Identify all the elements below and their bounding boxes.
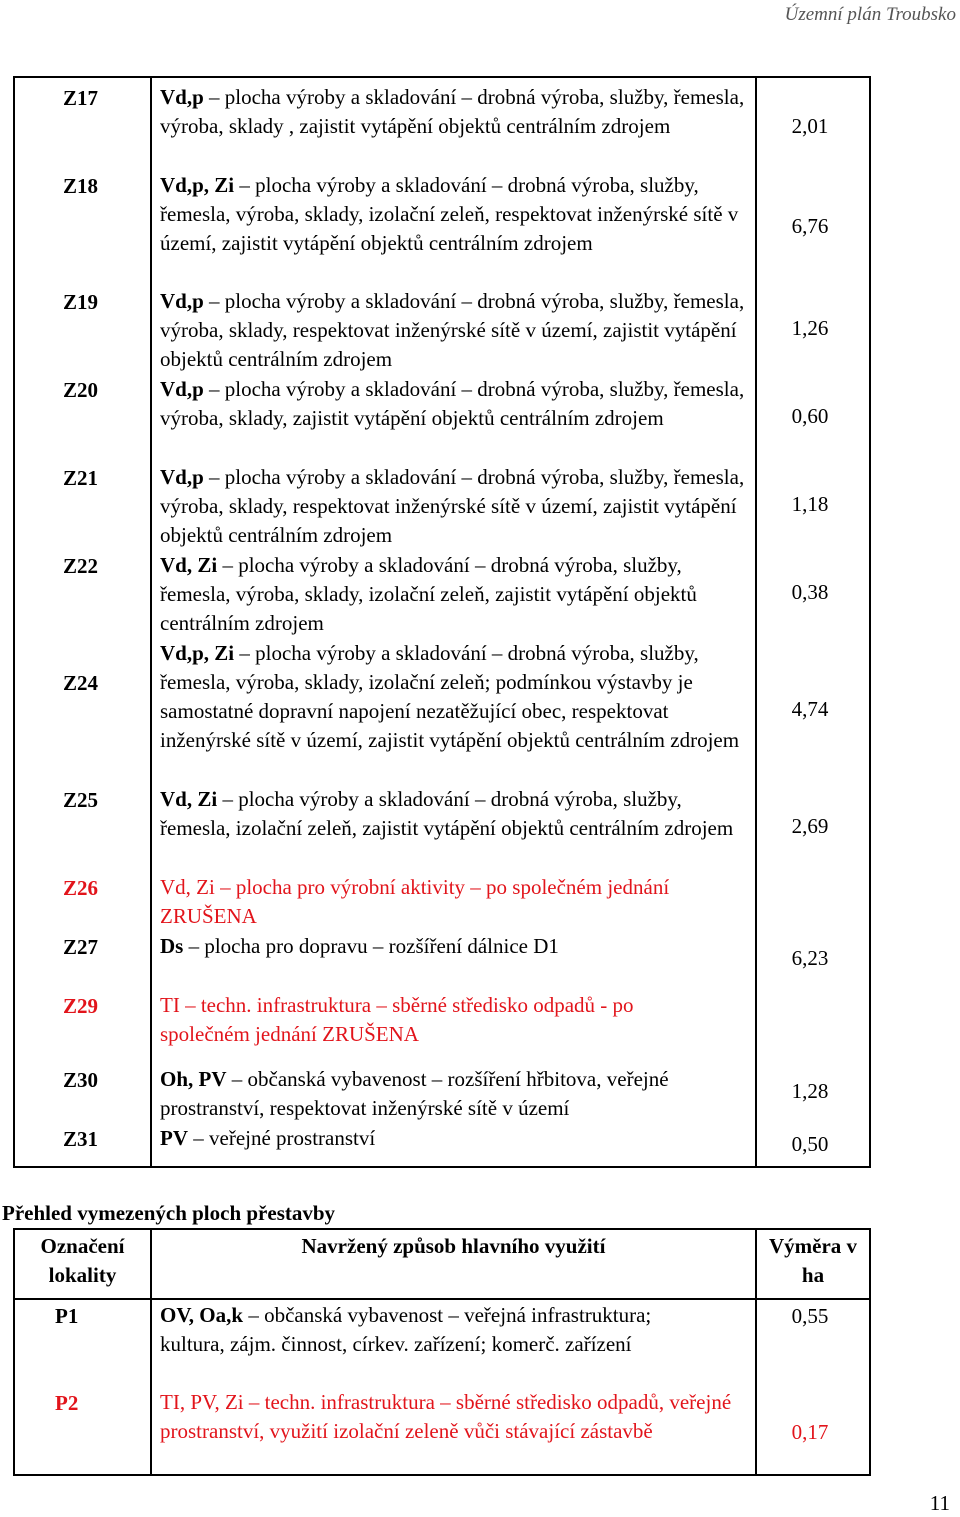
lokalita-code: Z21 <box>63 466 99 490</box>
lokalita-area: 6,76 <box>791 214 829 238</box>
lokalita-description <box>160 1388 750 1446</box>
lokalita-description <box>160 1301 720 1359</box>
lokalita-code: Z30 <box>63 1068 99 1092</box>
lokalita-code: Z27 <box>63 935 99 959</box>
column-divider <box>755 78 757 1166</box>
lokalita-area: 1,18 <box>791 492 829 516</box>
lokalita-description <box>160 873 750 931</box>
lokalita-lead: Vd, Zi <box>160 553 218 577</box>
lokalita-code: Z29 <box>63 994 99 1018</box>
lokalita-code: Z26 <box>63 876 99 900</box>
document-header: Územní plán Troubsko <box>784 4 956 25</box>
lokalita-code: Z20 <box>63 378 99 402</box>
lokalita-lead: OV, Oa,k <box>160 1303 244 1327</box>
lokalita-lead: PV <box>160 1126 188 1150</box>
lokalita-area: 2,01 <box>791 114 829 138</box>
lokalita-description <box>160 1065 750 1123</box>
lokalita-text: – plocha výroby a skladování – drobná výroba, služby, řemesla, výroba, sklady, zajistit vytápění objektů centrálním zdrojem <box>160 377 745 430</box>
lokalita-text: – plocha pro výrobní aktivity – po společném jednání ZRUŠENA <box>160 875 670 928</box>
lokalita-text: – techn. infrastruktura – sběrné středisko odpadů, veřejné prostranství, využití izolační zeleně vůči stávající zástavbě <box>160 1390 732 1443</box>
lokalita-code: Z31 <box>63 1127 99 1151</box>
lokalita-description <box>160 287 750 374</box>
header-divider <box>15 1298 869 1300</box>
lokalita-code: Z19 <box>63 290 99 314</box>
lokalita-text: – plocha výroby a skladování – drobná výroba, služby, řemesla, výroba, sklady, izolační zeleň, zajistit vytápění objektů centrálním zdrojem <box>160 553 697 635</box>
lokalita-description <box>160 639 750 755</box>
page-number: 11 <box>929 1491 950 1515</box>
lokalita-lead: Vd,p <box>160 377 204 401</box>
lokalita-code: Z22 <box>63 554 99 578</box>
lokalita-lead: Oh, PV <box>160 1067 227 1091</box>
lokalita-area: 6,23 <box>791 946 829 970</box>
lokalita-text: – občanská vybavenost – veřejná infrastruktura; kultura, zájm. činnost, církev. zařízení; komerč. zařízení <box>160 1303 652 1356</box>
lokalita-code: P2 <box>55 1391 79 1415</box>
lokalita-text: – plocha výroby a skladování – drobná výroba, služby, řemesla, výroba, sklady , zajistit vytápění objektů centrálním zdrojem <box>160 85 745 138</box>
lokalita-code: P1 <box>55 1304 79 1328</box>
lokalita-area: 2,69 <box>791 814 829 838</box>
lokalita-text: – plocha výroby a skladování – drobná výroba, služby, řemesla, výroba, sklady, izolační zeleň; podmínkou výstavby je samostatné dopravní napojení nezatěžující obec, respektovat inženýrské sítě v území, zajistit vytápění objektů centrálním zdrojem <box>160 641 740 752</box>
lokalita-lead: Vd,p <box>160 465 204 489</box>
lokalita-description <box>160 785 750 843</box>
lokalita-text: – plocha výroby a skladování – drobná výroba, služby, řemesla, výroba, sklady, respektovat inženýrské sítě v území, zajistit vytápění objektů centrálním zdrojem <box>160 465 745 547</box>
lokalita-lead: TI, PV, Zi <box>160 1390 244 1414</box>
lokalita-area: 1,28 <box>791 1079 829 1103</box>
prestavba-table <box>13 1228 871 1476</box>
lokalita-area: 0,38 <box>791 580 829 604</box>
lokalita-area: 1,26 <box>791 316 829 340</box>
column-header-description: Navržený způsob hlavního využití <box>301 1234 606 1258</box>
lokalita-lead: Vd,p <box>160 289 204 313</box>
column-header-area: Výměra v ha <box>768 1234 858 1287</box>
lokalita-lead: Vd, Zi <box>160 787 218 811</box>
column-header-code: Označení lokality <box>40 1234 125 1287</box>
lokalita-description <box>160 932 750 961</box>
lokalita-description <box>160 463 750 550</box>
prestavba-section-title: Přehled vymezených ploch přestavby <box>2 1201 336 1225</box>
zastavitelne-plochy-table <box>13 76 871 1168</box>
lokalita-text: – veřejné prostranství <box>188 1126 376 1150</box>
lokalita-area: 0,60 <box>791 404 829 428</box>
lokalita-text: – plocha výroby a skladování – drobná výroba, služby, řemesla, výroba, sklady, izolační zeleň, respektovat inženýrské sítě v území, zajistit vytápění objektů centrálním zdrojem <box>160 173 739 255</box>
lokalita-code: Z25 <box>63 788 99 812</box>
column-divider <box>150 1230 152 1474</box>
lokalita-text: – plocha výroby a skladování – drobná výroba, služby, řemesla, výroba, sklady, respektovat inženýrské sítě v území, zajistit vytápění objektů centrálním zdrojem <box>160 289 745 371</box>
lokalita-code: Z17 <box>63 86 99 110</box>
lokalita-description <box>160 1124 750 1153</box>
lokalita-lead: TI <box>160 993 180 1017</box>
lokalita-lead: Vd,p <box>160 85 204 109</box>
lokalita-area: 0,55 <box>791 1304 829 1328</box>
lokalita-description <box>160 83 750 141</box>
lokalita-area: 0,17 <box>791 1420 829 1444</box>
lokalita-text: – občanská vybavenost – rozšíření hřbitova, veřejné prostranství, respektovat inženýrské sítě v území <box>160 1067 669 1120</box>
lokalita-text: – techn. infrastruktura – sběrné středisko odpadů - po společném jednání ZRUŠENA <box>160 993 634 1046</box>
lokalita-lead: Vd,p, Zi <box>160 173 235 197</box>
lokalita-code: Z24 <box>63 671 99 695</box>
lokalita-description <box>160 991 700 1049</box>
lokalita-lead: Ds <box>160 934 184 958</box>
lokalita-text: – plocha výroby a skladování – drobná výroba, služby, řemesla, izolační zeleň, zajistit vytápění objektů centrálním zdrojem <box>160 787 734 840</box>
lokalita-lead: Vd, Zi <box>160 875 215 899</box>
lokalita-code: Z18 <box>63 174 99 198</box>
lokalita-lead: Vd,p, Zi <box>160 641 235 665</box>
lokalita-description <box>160 171 750 258</box>
lokalita-description <box>160 551 750 638</box>
column-divider <box>150 78 152 1166</box>
lokalita-area: 0,50 <box>791 1132 829 1156</box>
lokalita-area: 4,74 <box>791 697 829 721</box>
lokalita-text: – plocha pro dopravu – rozšíření dálnice D1 <box>183 934 559 958</box>
lokalita-description <box>160 375 750 433</box>
